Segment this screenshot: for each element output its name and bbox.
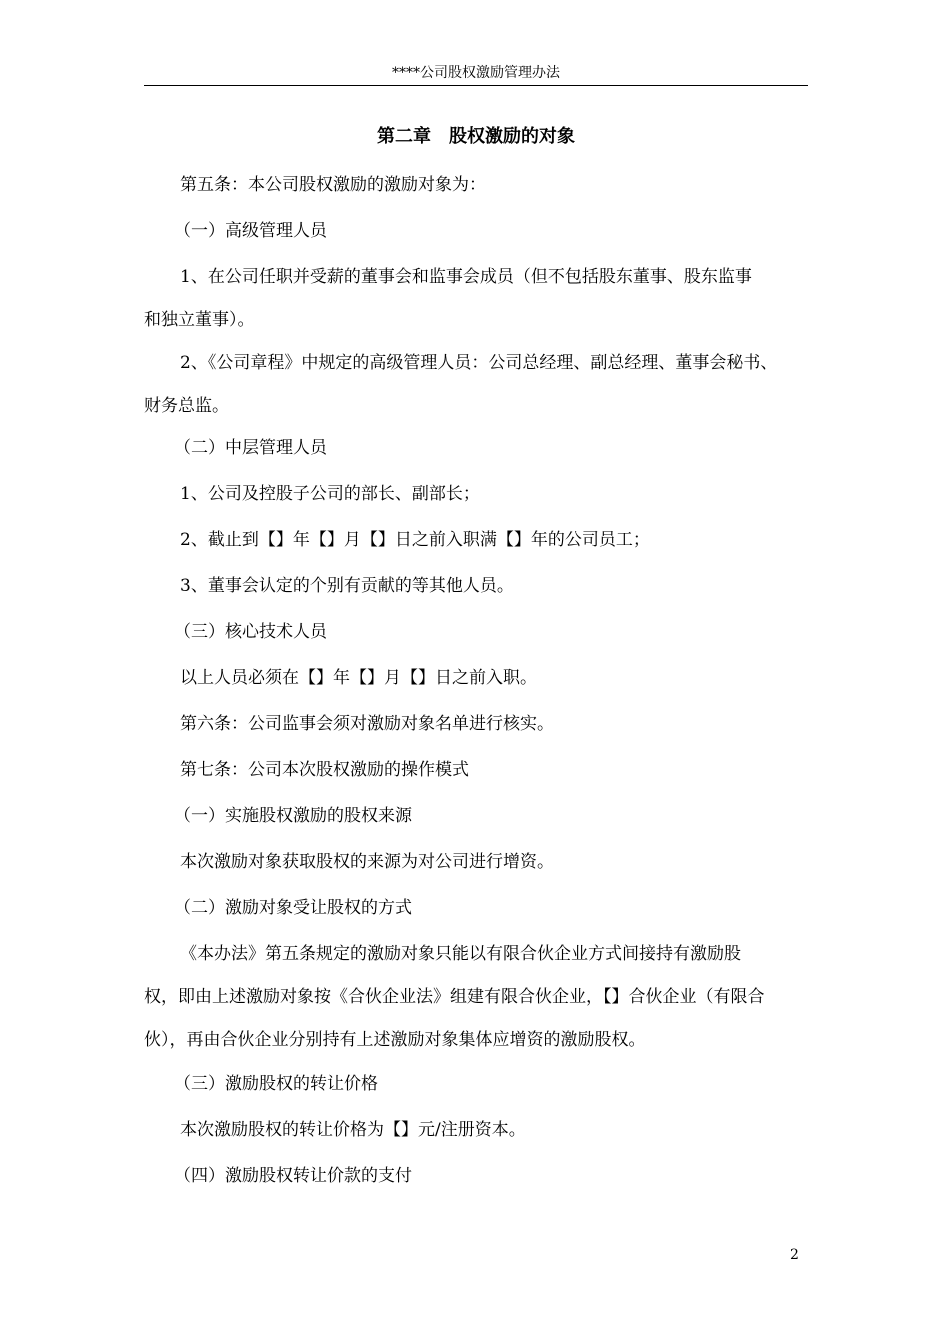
article-7-section-2-text <box>144 939 808 1056</box>
article-7-section-3-text: 本次激励股权的转让价格为【】元/注册资本。 <box>180 1120 526 1140</box>
paragraph-line: 2、《公司章程》中规定的高级管理人员：公司总经理、副总经理、董事会秘书、 <box>180 353 778 373</box>
section-3-heading: （三）核心技术人员 <box>174 622 327 642</box>
section-2-item-2: 2、截止到【】年【】月【】日之前入职满【】年的公司员工； <box>180 530 650 550</box>
section-1-heading: （一）高级管理人员 <box>174 221 327 241</box>
section-2-heading: （二）中层管理人员 <box>174 438 327 458</box>
article-7-section-2-heading: （二）激励对象受让股权的方式 <box>174 898 412 918</box>
article-7-section-4-heading: （四）激励股权转让价款的支付 <box>174 1166 412 1186</box>
paragraph-line: 1、在公司任职并受薪的董事会和监事会成员（但不包括股东董事、股东监事 <box>180 267 752 287</box>
paragraph-line: 权，即由上述激励对象按《合伙企业法》组建有限合伙企业，【】合伙企业（有限合 <box>144 987 765 1007</box>
article-5: 第五条：本公司股权激励的激励对象为： <box>180 175 486 195</box>
chapter-title: 第二章 股权激励的对象 <box>377 126 575 147</box>
section-3-note: 以上人员必须在【】年【】月【】日之前入职。 <box>180 668 537 688</box>
section-2-item-3: 3、董事会认定的个别有贡献的等其他人员。 <box>180 576 514 596</box>
running-header: ****公司股权激励管理办法 <box>392 65 560 81</box>
page-number: 2 <box>790 1247 799 1263</box>
section-2-item-1: 1、公司及控股子公司的部长、副部长； <box>180 484 480 504</box>
paragraph-line: 和独立董事）。 <box>144 310 255 330</box>
article-7-section-1-heading: （一）实施股权激励的股权来源 <box>174 806 412 826</box>
paragraph-line: 伙），再由合伙企业分别持有上述激励对象集体应增资的激励股权。 <box>144 1030 646 1050</box>
article-7-section-3-heading: （三）激励股权的转让价格 <box>174 1074 378 1094</box>
article-7: 第七条：公司本次股权激励的操作模式 <box>180 760 469 780</box>
header-rule <box>144 85 808 86</box>
article-7-section-1-text: 本次激励对象获取股权的来源为对公司进行增资。 <box>180 852 554 872</box>
section-1-item-2 <box>144 348 808 422</box>
article-6: 第六条：公司监事会须对激励对象名单进行核实。 <box>180 714 554 734</box>
paragraph-line: 财务总监。 <box>144 396 229 416</box>
paragraph-line: 《本办法》第五条规定的激励对象只能以有限合伙企业方式间接持有激励股 <box>180 944 741 964</box>
section-1-item-1 <box>144 262 808 336</box>
